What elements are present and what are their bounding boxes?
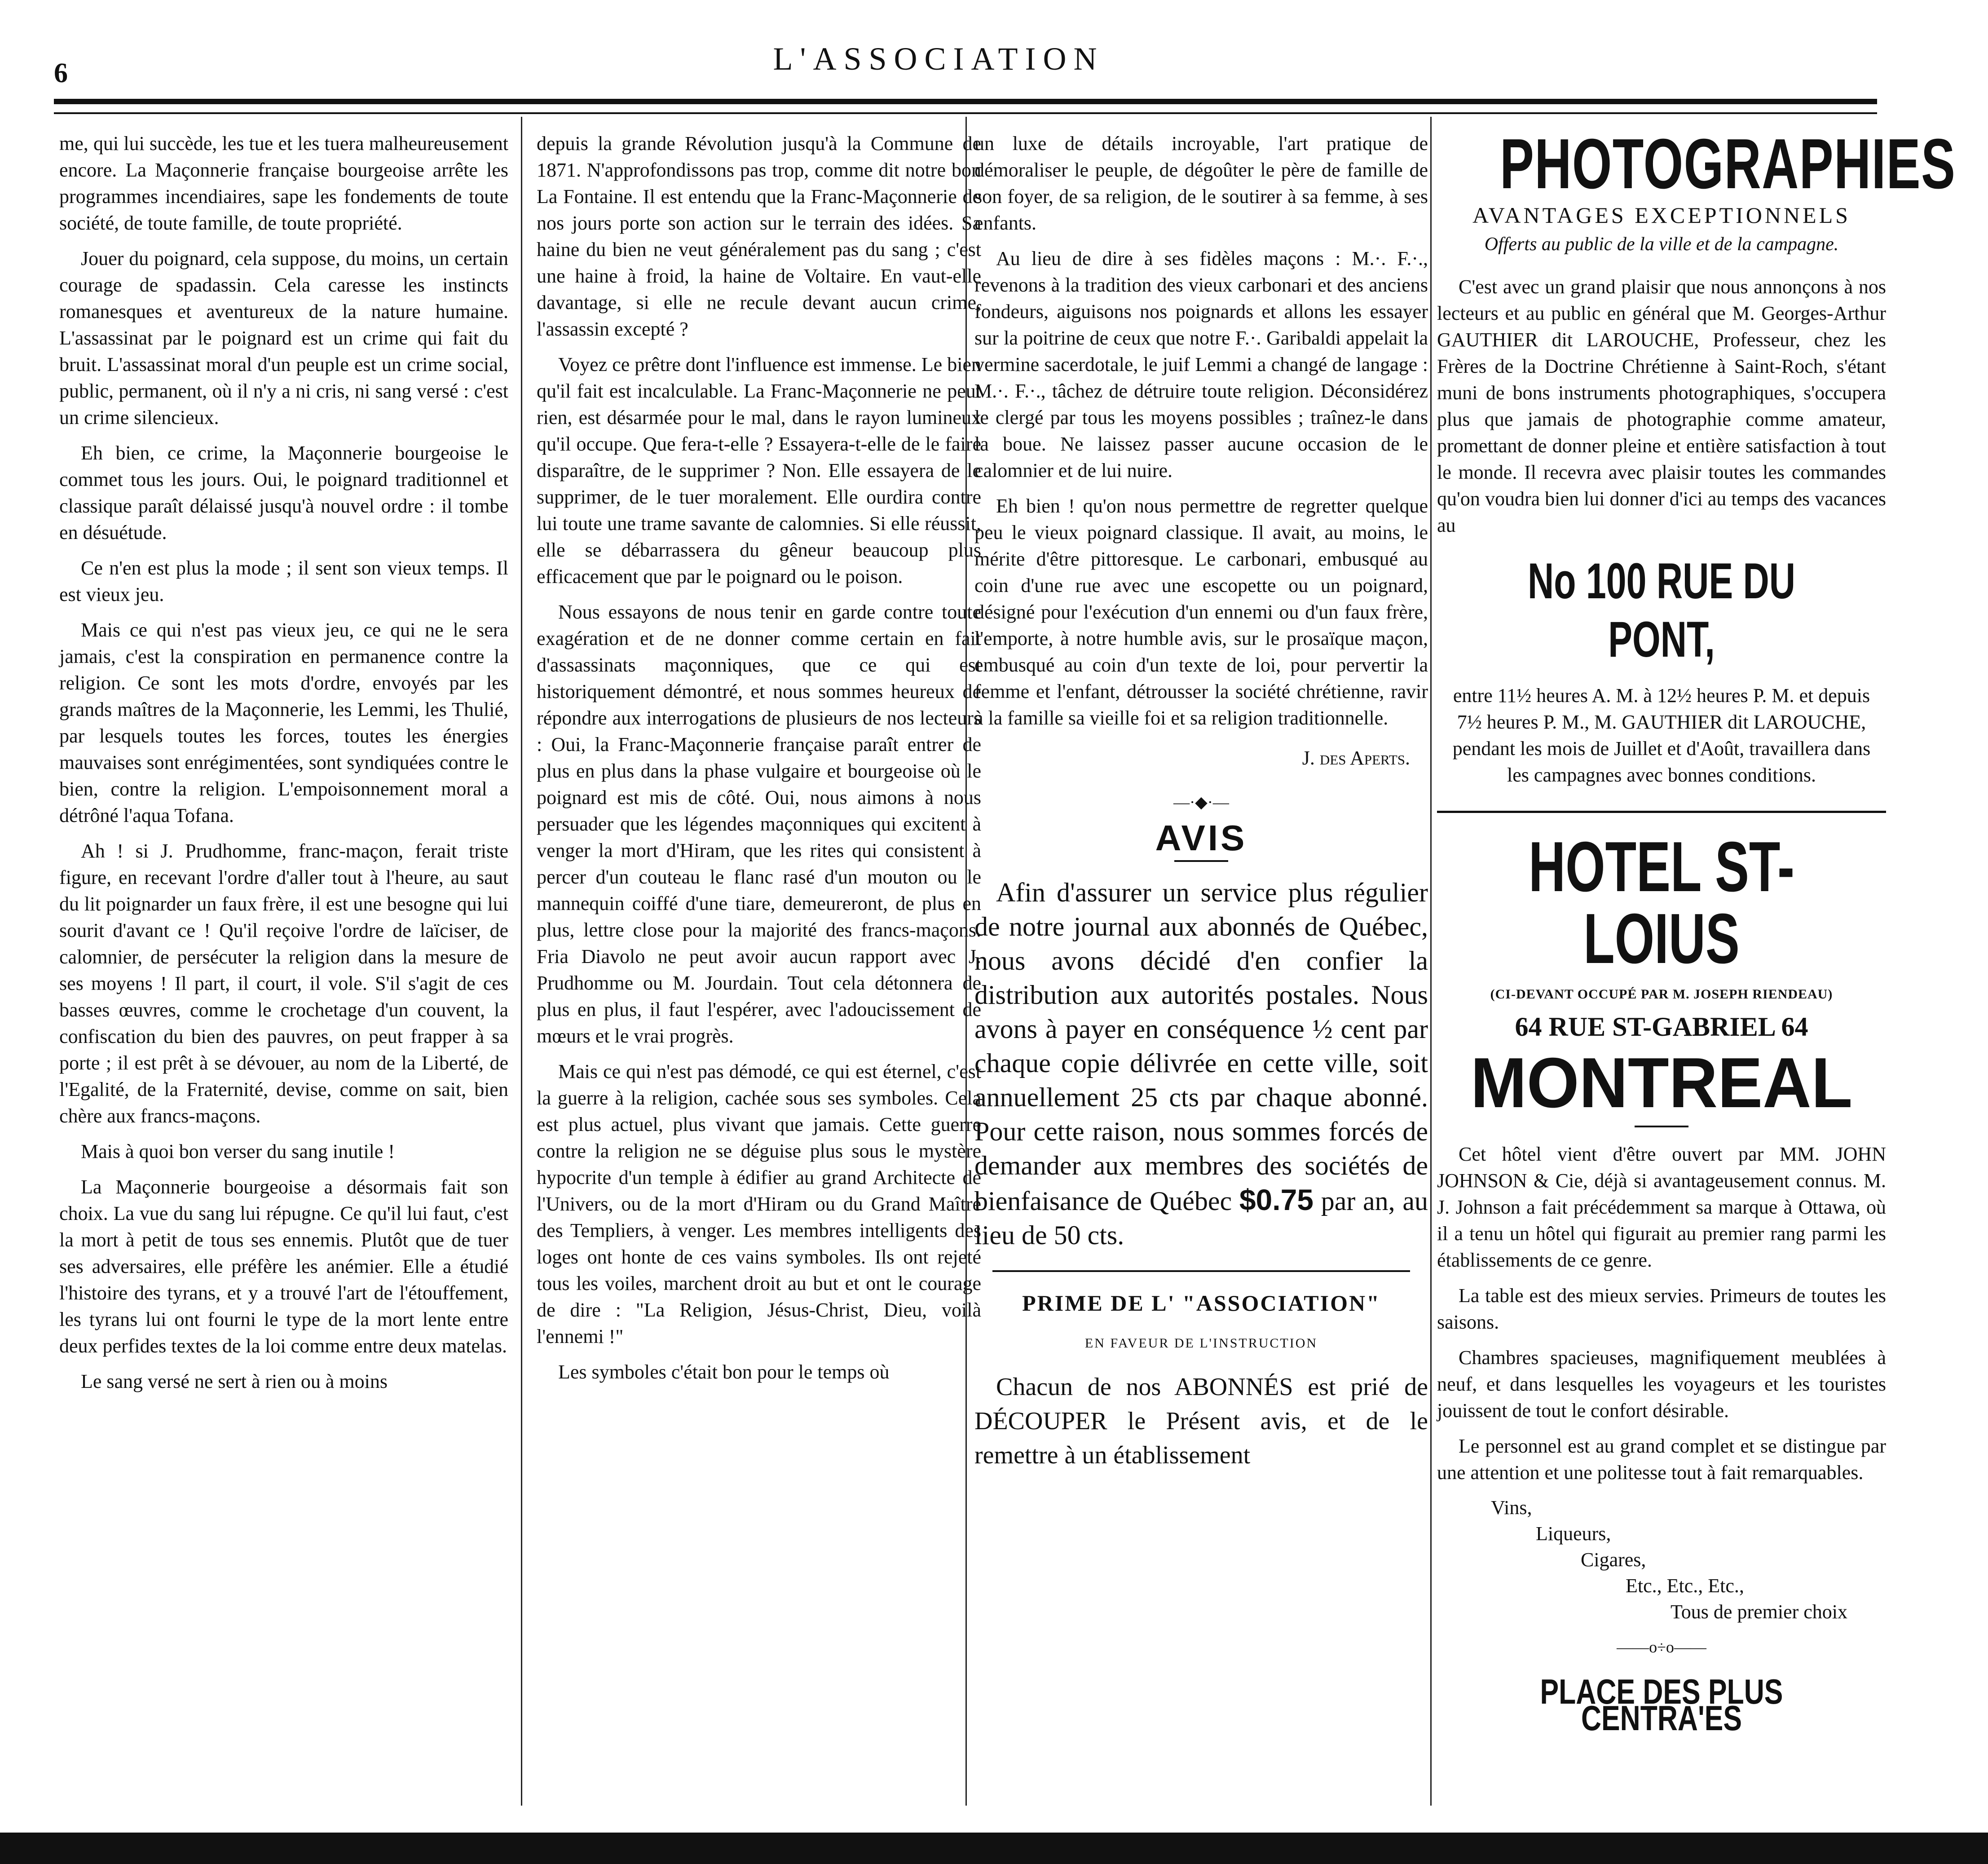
paragraph: me, qui lui succède, les tue et les tuera malheureusement encore. La Maçonnerie française bourgeoise arrête les programmes incendiaires, sape les fondements de toute société, de toute famille, de toute propriété. [59,133,508,234]
photo-ad-hours: entre 11½ heures A. M. à 12½ heures P. M. et depuis 7½ heures P. M., M. GAUTHIER dit LAROUCHE, pendant les mois de Juillet et d'Août, travaillera dans les campagnes avec bonnes conditions. [1452,685,1871,786]
paragraph: Nous essayons de nous tenir en garde contre toute exagération et de ne donner comme certain en fait d'assassinats maçonniques, que ce qui est historiquement démontré, et nous sommes heureux de répondre aux interrogations de plusieurs de nos lecteurs : Oui, la Franc-Maçonnerie française paraît entrer de plus en plus dans la phase vulgaire et bourgeoise où le poignard est mis de côté. Oui, nous aimons à nous persuader que les légendes maçonniques qui excitent à venger la mort d'Hiram, que les rites qui consistent à percer d'un couteau le flanc rasé d'un mouton ou le mannequin coiffé d'une tiare, demeureront, de plus en plus, lettre close pour la majorité des francs-maçons. Fria Diavolo ne peut avoir aucun rapport avec J. Prudhomme ou M. Jourdain. Tout cela détonnera de plus en plus, il faut l'espérer, avec l'adoucissement de mœurs et le vrai progrès. [537,601,981,1047]
list-item: Tous de premier choix [1671,1601,1848,1623]
paragraph: Jouer du poignard, cela suppose, du moins, un certain courage de spadassin. Cela caresse les instincts romanesques et aventureux de la nature humaine. L'assassinat par le poignard est un crime qui fait du bruit. L'assassinat moral d'un peuple est un crime social, public, permanent, où il n'y a ni cris, ni sang versé : c'est un crime silencieux. [59,247,508,428]
hotel-ad-list [1491,1495,1886,1625]
paragraph: Au lieu de dire à ses fidèles maçons : M.·. F.·., revenons à la tradition des vieux carbonari et des anciens fondeurs, aiguisons nos poignards et allons les essayer sur la poitrine de ceux que notre F.·. Garibaldi appelait la vermine sacerdotale, le juif Lemmi a changé de langage : M.·. F.·., tâchez de détruire toute religion. Déconsidérez le clergé par tous les moyens possibles ; traînez-le dans la boue. Ne laissez passer aucune occasion de le calomnier et de lui nuire. [974,247,1428,481]
paragraph: depuis la grande Révolution jusqu'à la Commune de 1871. N'approfondissons pas trop, comme dit notre bon La Fontaine. Il est entendu que la Franc-Maçonnerie de nos jours porte son action sur le terrain des idées. Sa haine du bien ne veut généralement pas du sang ; c'est une haine à froid, la haine de Voltaire. En vaut-elle davantage, si elle ne recule devant aucun crime, l'assassin excepté ? [537,133,981,340]
advertisement-column [1437,124,1956,1738]
prime-text: Chacun de nos ABONNÉS est prié de DÉCOUPER le Présent avis, et de le remettre à un établissement [974,1373,1428,1469]
divider [1437,811,1886,813]
avis-title: AVIS [1155,818,1247,858]
divider [1174,860,1228,862]
divider [1635,1126,1688,1127]
masthead-rule [54,99,1877,104]
hotel-ad-text: Le personnel est au grand complet et se distingue par une attention et une politesse tout à fait remarquables. [1437,1435,1886,1484]
paragraph: un luxe de détails incroyable, l'art pratique de démoraliser le peuple, de dégoûter le père de famille de son foyer, de sa religion, de le soutirer à sa femme, à ses enfants. [974,133,1428,234]
avis-text-end: par an, au lieu de 50 cts. [974,1186,1428,1250]
paragraph: Le sang versé ne sert à rien ou à moins [81,1370,388,1392]
article-column-1 [59,130,508,1404]
ornament-divider: ——o÷o—— [1617,1638,1706,1656]
article-column-2 [537,130,981,1394]
prime-title: PRIME DE L' "ASSOCIATION" [1022,1290,1380,1316]
prime-subtitle: EN FAVEUR DE L'INSTRUCTION [1084,1336,1318,1351]
column-rule-1 [521,117,522,1806]
photo-ad-title: PHOTOGRAPHIES [1500,124,1956,203]
paragraph: La Maçonnerie bourgeoise a désormais fait son choix. La vue du sang lui répugne. Ce qu'il lui faut, c'est la mort à petit de tous ses ennemis. Plutôt que de tuer ses adversaires, elle préfère les anémier. Elle a étudié l'histoire des tyrans, et y a trouvé l'art de l'étouffement, les tyrans lui ont fourni le type de la mort lente entre deux perfides textes de la loi comme entre deux matelas. [59,1176,508,1357]
masthead-rule-thin [54,112,1877,114]
paragraph: Mais ce qui n'est pas vieux jeu, ce qui ne le sera jamais, c'est la conspiration en permanence contre la religion. Ce sont les mots d'ordre, envoyés par les grands maîtres de la Maçonnerie, les Lemmi, les Thulié, par lesquels toutes les forces, toutes les énergies mauvaises sont enrégimentées, sont syndiquées contre le bien, contre la religion. L'empoisonnement moral a détrôné l'aqua Tofana. [59,619,508,826]
list-item: Liqueurs, [1536,1523,1611,1545]
photo-ad-offer: Offerts au public de la ville et de la campagne. [1484,234,1839,255]
paragraph: Ce n'en est plus la mode ; il sent son vieux temps. Il est vieux jeu. [59,557,508,605]
avis-text: Afin d'assurer un service plus régulier de notre journal aux abonnés de Québec, nous avons décidé d'en confier la distribution aux autorités postales. Nous avons à payer en conséquence ½ cent par chaque copie délivrée en cette ville, soit annuellement 25 cts par chaque abonné. Pour cette raison, nous sommes forcés de demander aux membres des sociétés de bienfaisance de Québec [974,878,1428,1216]
hotel-ad-footer: PLACE DES PLUS CENTRA'ES [1540,1672,1783,1738]
paragraph: Mais ce qui n'est pas démodé, ce qui est éternel, c'est la guerre à la religion, cachée sous ses symboles. Cela est plus actuel, plus vivant que jamais. Cette guerre contre la religion ne se déguise plus sous le mystère hypocrite d'un temple à édifier au grand Architecte de l'Univers, ou de la mort d'Hiram ou du Grand Maître des Templiers, à venger. Les membres intelligents des loges ont honte de ces vains symboles. Ils ont rejeté tous les voiles, marchent droit au but et ont le courage de dire : "La Religion, Jésus-Christ, Dieu, voilà l'ennemi !" [537,1060,981,1347]
list-item: Etc., Etc., Etc., [1626,1575,1744,1597]
avis-notice [974,875,1428,1252]
hotel-ad-address: 64 RUE ST-GABRIEL 64 [1515,1012,1808,1042]
paragraph: Ah ! si J. Prudhomme, franc-maçon, ferait triste figure, en recevant l'ordre d'aller tout à l'heure, au saut du lit poignarder un faux frère, il est une besogne qui lui sourit d'avant ce ! Qu'il reçoive l'ordre de laïciser, de calomnier, de persécuter la religion dans la mesure de ses moyens ! Il part, il court, il vole. S'il s'agit de ces basses œuvres, comme le crochetage d'un couvent, la confiscation du bien des pauvres, on peut frapper à sa porte ; il est prêt à se dévouer, au nom de la Liberté, de l'Egalité, de la Fraternité, devise, comme on sait, bien chère aux francs-maçons. [59,840,508,1127]
page-number: 6 [54,58,68,88]
hotel-ad-city: MONTREAL [1470,1043,1853,1122]
hotel-ad-former-owner: (CI-DEVANT OCCUPÉ PAR M. JOSEPH RIENDEAU) [1490,987,1833,1002]
paragraph: Voyez ce prêtre dont l'influence est immense. Le bien qu'il fait est incalculable. La Franc-Maçonnerie ne peut rien, est désarmée pour le mal, dans le rayon lumineux qu'il occupe. Que fera-t-elle ? Essayera-t-elle de le faire disparaître, de le supprimer ? Non. Elle essayera de le supprimer, de le tuer moralement. Elle ourdira contre lui toute une trame savante de calomnies. Si elle réussit, elle se débarrassera du gêneur beaucoup plus efficacement que par le poignard ou le poison. [537,353,981,587]
photo-ad-text: C'est avec un grand plaisir que nous annonçons à nos lecteurs et au public en général que M. Georges-Arthur GAUTHIER dit LAROUCHE, Professeur, chez les Frères de la Doctrine Chrétienne à Saint-Roch, s'étant muni de bons instruments photographiques, s'occupera plus que jamais de photographie comme amateur, promettant de donner pleine et entière satisfaction à tout le monde. Il recevra avec plaisir toutes les commandes qu'on voudra bien lui donner d'ici au temps des vacances au [1437,276,1886,536]
list-item: Cigares, [1581,1549,1646,1571]
article-signature: J. des Aperts. [1302,747,1410,769]
hotel-ad-text: La table est des mieux servies. Primeurs de toutes les saisons. [1437,1285,1886,1333]
photo-ad-subtitle: AVANTAGES EXCEPTIONNELS [1472,203,1851,228]
list-item: Vins, [1491,1497,1532,1519]
paragraph: Mais à quoi bon verser du sang inutile ! [81,1140,395,1162]
hotel-ad-text: Chambres spacieuses, magnifiquement meublées à neuf, et dans lesquelles les voyageurs et les touristes jouissent de tout le confort désirable. [1437,1347,1886,1422]
divider [992,1270,1410,1272]
masthead: L'ASSOCIATION [773,41,1104,77]
ornament-divider: —·◆·— [1173,793,1229,811]
photo-ad-address: No 100 RUE DU PONT, [1528,553,1795,667]
hotel-ad-title: HOTEL ST-LOIUS [1528,827,1795,978]
scan-edge [0,1833,1988,1864]
column-rule-3 [1430,117,1432,1806]
avis-price: $0.75 [1239,1183,1314,1216]
article-column-3 [974,130,1428,1481]
paragraph: Eh bien, ce crime, la Maçonnerie bourgeoise le commet tous les jours. Oui, le poignard traditionnel et classique paraît délaissé jusqu'à nouvel ordre : il tombe en désuétude. [59,442,508,543]
paragraph: Les symboles c'était bon pour le temps où [558,1361,890,1383]
paragraph: Eh bien ! qu'on nous permettre de regretter quelque peu le vieux poignard classique. Il avait, au moins, le mérite d'être pittoresque. Le carbonari, embusqué au coin d'une rue avec une escopette ou un poignard, désigné pour l'exécution d'un ennemi ou d'un faux frère, l'emporte, à notre humble avis, sur le prosaïque maçon, embusqué au coin d'un texte de loi, pour pervertir la femme et l'enfant, détrousser la société chrétienne, ravir à la famille sa vieille foi et sa religion traditionnelle. [974,495,1428,729]
hotel-ad-text: Cet hôtel vient d'être ouvert par MM. JOHN JOHNSON & Cie, déjà si avantageusement connus. M. J. Johnson a fait précédemment sa marque à Ottawa, où il a tenu un hôtel qui figurait au premier rang parmi les établissements de ce genre. [1437,1143,1886,1271]
